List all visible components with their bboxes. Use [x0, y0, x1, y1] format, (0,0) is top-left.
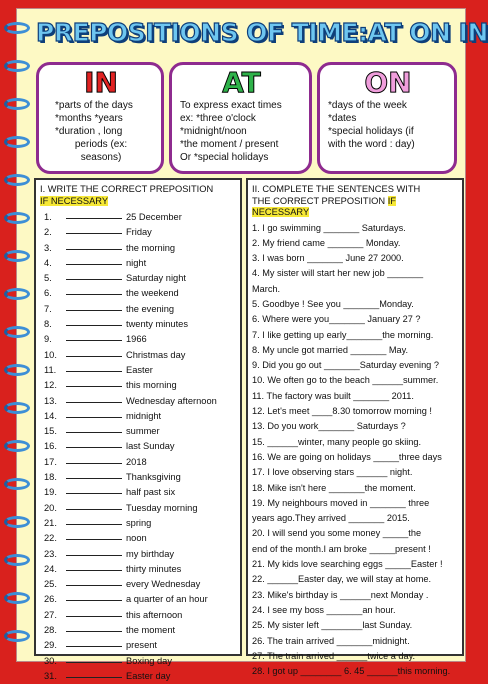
exercise-1-item	[40, 331, 237, 346]
box-on-line: with the word : day)	[328, 139, 415, 150]
exercise-1-item	[40, 270, 237, 285]
answer-blank[interactable]	[66, 347, 122, 357]
exercise-2-sentence: 1. I go swimming _______ Saturdays.	[252, 222, 406, 233]
box-in-line: *months *years	[55, 113, 123, 124]
exercise-1-item	[40, 530, 237, 545]
exercise-2-list	[248, 219, 462, 680]
binding-ring	[4, 364, 30, 376]
exercise-1-item	[40, 576, 237, 591]
exercise-2-sentence: 10. We often go to the beach ______summer.	[252, 375, 439, 386]
exercise-1-title: I. WRITE THE CORRECT PREPOSITION	[40, 184, 214, 194]
exercise-2-sentence: 25. My sister left ________last Sunday.	[252, 620, 413, 631]
answer-blank[interactable]	[66, 377, 122, 387]
answer-blank[interactable]	[66, 653, 122, 663]
item-text: summer	[126, 426, 160, 437]
exercise-2-sentence: 24. I see my boss _______an hour.	[252, 604, 396, 615]
item-text: half past six	[126, 487, 176, 498]
answer-blank[interactable]	[66, 622, 122, 632]
item-text: the weekend	[126, 288, 179, 299]
box-on-heading: ON	[364, 66, 412, 99]
exercise-2-title: II. COMPLETE THE SENTENCES WITH	[252, 184, 421, 194]
answer-blank[interactable]	[66, 255, 122, 265]
exercise-2-sentence: March.	[252, 283, 281, 294]
item-number: 1.	[44, 212, 52, 222]
item-number: 14.	[44, 410, 57, 421]
exercise-2-title-highlight: IF	[387, 195, 396, 206]
item-text: my birthday	[126, 548, 175, 559]
answer-blank[interactable]	[66, 668, 122, 678]
exercise-1-item	[40, 546, 237, 561]
item-number: 16.	[44, 441, 57, 452]
item-number: 31.	[44, 670, 57, 681]
exercise-1-panel	[34, 178, 242, 681]
item-text: Tuesday morning	[126, 502, 198, 513]
item-text: 25 December	[126, 212, 182, 222]
answer-blank[interactable]	[66, 316, 122, 326]
box-on-line: *special holidays (if	[328, 126, 414, 137]
box-in	[36, 62, 164, 174]
item-text: Saturday night	[126, 273, 186, 284]
exercise-1-item	[40, 668, 237, 683]
exercise-1-item	[40, 637, 237, 652]
box-in-line: periods (ex:	[74, 139, 128, 150]
box-in-line: *parts of the days	[55, 100, 133, 111]
exercise-2-sentence: 7. I like getting up early_______the morning.	[252, 329, 434, 340]
exercise-2-sentence: 2. My friend came _______ Monday.	[252, 237, 401, 248]
item-text: last Sunday	[126, 441, 175, 452]
exercise-2-sentence: 4. My sister will start her new job _______	[252, 268, 424, 279]
exercise-2-sentence: 12. Let's meet ____8.30 tomorrow morning !	[252, 406, 432, 417]
answer-blank[interactable]	[66, 438, 122, 448]
exercise-2-sentence: 28. I got up ________ 6. 45 ______this morning.	[252, 666, 451, 677]
exercise-2-subtitle: NECESSARY	[252, 207, 310, 217]
answer-blank[interactable]	[66, 240, 122, 250]
box-in-heading: IN	[84, 66, 118, 99]
exercise-1-item	[40, 454, 237, 469]
binding-ring	[4, 326, 30, 338]
item-number: 3.	[44, 242, 52, 253]
exercise-2-sentence: 22. ______Easter day, we will stay at home.	[252, 574, 432, 585]
binding-ring	[4, 136, 30, 148]
exercise-1-item	[40, 240, 237, 255]
item-text: 1966	[126, 334, 147, 345]
item-number: 9.	[44, 334, 52, 345]
binding-ring	[4, 440, 30, 452]
exercise-2-sentence: years ago.They arrived _______ 2015.	[252, 513, 410, 524]
binding-ring	[4, 288, 30, 300]
item-number: 18.	[44, 472, 57, 483]
exercise-1-item	[40, 561, 237, 576]
item-number: 23.	[44, 548, 57, 559]
exercise-2-sentence: 23. Mike's birthday is ______next Monday .	[252, 589, 429, 600]
exercise-2-sentence: 27. The train arrived ______twice a day.	[252, 650, 416, 661]
item-text: Christmas day	[126, 349, 186, 360]
item-text: the morning	[126, 242, 176, 253]
item-text: night	[126, 257, 147, 268]
item-text: a quarter of an hour	[126, 594, 208, 605]
answer-blank[interactable]	[66, 469, 122, 479]
box-at-heading: AT	[222, 66, 261, 99]
item-number: 19.	[44, 487, 57, 498]
item-text: 2018	[126, 456, 147, 467]
answer-blank[interactable]	[66, 270, 122, 280]
answer-blank[interactable]	[66, 285, 122, 295]
item-number: 28.	[44, 625, 57, 636]
item-text: the moment	[126, 625, 176, 636]
exercise-1-list	[36, 207, 240, 683]
box-at-line: *the moment / present	[180, 139, 279, 150]
item-text: present	[126, 640, 158, 651]
exercise-2-sentence: 26. The train arrived _______midnight.	[252, 635, 410, 646]
item-number: 15.	[44, 426, 57, 437]
exercise-1-item	[40, 362, 237, 377]
spiral-binding	[0, 0, 34, 670]
box-in-line: seasons)	[80, 152, 122, 163]
exercise-1-item	[40, 316, 237, 331]
answer-blank[interactable]	[66, 500, 122, 510]
box-at-line: ex: *three o'clock	[180, 113, 256, 124]
box-at	[169, 62, 312, 174]
exercise-1-item	[40, 515, 237, 530]
item-number: 11.	[44, 364, 57, 375]
item-text: Friday	[126, 227, 152, 238]
exercise-1-item	[40, 408, 237, 423]
exercise-2-heading	[248, 180, 462, 219]
answer-blank[interactable]	[66, 423, 122, 433]
item-number: 29.	[44, 640, 57, 651]
item-number: 5.	[44, 273, 52, 284]
exercise-1-subtitle: IF NECESSARY	[40, 195, 109, 206]
exercise-2-sentence: 18. Mike isn't here _______the moment.	[252, 482, 416, 493]
answer-blank[interactable]	[66, 607, 122, 617]
item-text: Thanksgiving	[126, 472, 181, 483]
exercise-1-item	[40, 423, 237, 438]
exercise-1-item	[40, 500, 237, 515]
exercise-1-item	[40, 285, 237, 300]
exercise-2-sentence: 9. Did you go out _______Saturday evening ?	[252, 360, 439, 371]
item-number: 10.	[44, 349, 57, 360]
answer-blank[interactable]	[66, 515, 122, 525]
answer-blank[interactable]	[66, 637, 122, 647]
binding-ring	[4, 592, 30, 604]
exercise-2-sentence: 11. The factory was built _______ 2011.	[252, 390, 414, 401]
exercise-2-sentence: 21. My kids love searching eggs _____Easter !	[252, 559, 443, 570]
binding-ring	[4, 516, 30, 528]
box-on-line: *days of the week	[328, 100, 407, 111]
exercise-1-item	[40, 469, 237, 484]
answer-blank[interactable]	[66, 484, 122, 494]
item-number: 30.	[44, 655, 57, 666]
exercise-2-sentence: 16. We are going on holidays _____three days	[252, 451, 442, 462]
box-at-line: To express exact times	[180, 100, 282, 111]
answer-blank[interactable]	[66, 209, 122, 219]
item-text: spring	[126, 517, 152, 528]
item-text: Wednesday afternoon	[126, 395, 217, 406]
item-number: 7.	[44, 303, 52, 314]
exercise-2-sentence: 8. My uncle got married _______ May.	[252, 344, 409, 355]
answer-blank[interactable]	[66, 546, 122, 556]
item-number: 27.	[44, 609, 57, 620]
answer-blank[interactable]	[66, 591, 122, 601]
exercise-2-sentence: 5. Goodbye ! See you _______Monday.	[252, 298, 414, 309]
exercise-2-title-line2: THE CORRECT PREPOSITION	[252, 195, 386, 206]
item-number: 2.	[44, 227, 52, 238]
item-number: 4.	[44, 257, 52, 268]
exercise-2-sentence: end of the month.I am broke _____present !	[252, 543, 431, 554]
answer-blank[interactable]	[66, 393, 122, 403]
box-on	[317, 62, 457, 174]
item-number: 6.	[44, 288, 52, 299]
binding-ring	[4, 22, 30, 34]
answer-blank[interactable]	[66, 576, 122, 586]
answer-blank[interactable]	[66, 362, 122, 372]
exercise-1-item	[40, 347, 237, 362]
answer-blank[interactable]	[66, 301, 122, 311]
answer-blank[interactable]	[66, 224, 122, 234]
exercise-1-item	[40, 209, 237, 224]
answer-blank[interactable]	[66, 530, 122, 540]
item-number: 22.	[44, 533, 57, 544]
box-at-line: *midnight/noon	[180, 126, 247, 137]
exercise-2-sentence: 6. Where were you_______ January 27 ?	[252, 314, 421, 325]
item-number: 20.	[44, 502, 57, 513]
item-number: 21.	[44, 517, 57, 528]
exercise-2-sentence: 15. ______winter, many people go skiing.	[252, 436, 422, 447]
exercise-2-sentence: 13. Do you work_______ Saturdays ?	[252, 421, 406, 432]
item-number: 25.	[44, 579, 57, 590]
exercise-2-sentence: 19. My neighbours moved in _______ three	[252, 497, 430, 508]
worksheet-title: PREPOSITIONS OF TIME:AT ON IN	[36, 18, 488, 47]
binding-ring	[4, 174, 30, 186]
box-in-line: *duration , long	[55, 126, 123, 137]
binding-ring	[4, 402, 30, 414]
item-text: thirty minutes	[126, 563, 182, 574]
binding-ring	[4, 478, 30, 490]
exercise-1-heading	[36, 180, 240, 207]
exercise-1-item	[40, 653, 237, 668]
item-text: the evening	[126, 303, 175, 314]
answer-blank[interactable]	[66, 408, 122, 418]
box-at-line: Or *special holidays	[180, 152, 269, 163]
item-number: 17.	[44, 456, 57, 467]
item-text: Easter	[126, 364, 153, 375]
item-text: this morning	[126, 380, 177, 391]
exercise-1-item	[40, 607, 237, 622]
item-text: Boxing day	[126, 655, 172, 666]
binding-ring	[4, 212, 30, 224]
answer-blank[interactable]	[66, 331, 122, 341]
exercise-2-panel	[246, 178, 464, 677]
exercise-1-item	[40, 393, 237, 408]
item-text: twenty minutes	[126, 319, 189, 330]
item-text: noon	[126, 533, 147, 544]
exercise-1-item	[40, 484, 237, 499]
item-text: this afternoon	[126, 609, 183, 620]
exercise-2-sentence: 20. I will send you some money _____the	[252, 528, 422, 539]
item-text: Easter day	[126, 670, 171, 681]
item-number: 8.	[44, 319, 52, 330]
exercise-1-item	[40, 622, 237, 637]
exercise-1-item	[40, 224, 237, 239]
item-text: every Wednesday	[126, 579, 201, 590]
item-number: 12.	[44, 380, 57, 391]
exercise-1-item	[40, 255, 237, 270]
binding-ring	[4, 554, 30, 566]
exercise-1-item	[40, 438, 237, 453]
exercise-1-item	[40, 301, 237, 316]
item-number: 13.	[44, 395, 57, 406]
binding-ring	[4, 60, 30, 72]
item-number: 26.	[44, 594, 57, 605]
exercise-2-sentence: 3. I was born _______ June 27 2000.	[252, 253, 404, 264]
box-on-line: *dates	[328, 113, 357, 124]
binding-ring	[4, 630, 30, 642]
item-text: midnight	[126, 410, 162, 421]
answer-blank[interactable]	[66, 454, 122, 464]
exercise-1-item	[40, 377, 237, 392]
exercise-2-sentence: 17. I love observing stars ______ night.	[252, 467, 413, 478]
binding-ring	[4, 98, 30, 110]
binding-ring	[4, 250, 30, 262]
answer-blank[interactable]	[66, 561, 122, 571]
item-number: 24.	[44, 563, 57, 574]
exercise-1-item	[40, 591, 237, 606]
